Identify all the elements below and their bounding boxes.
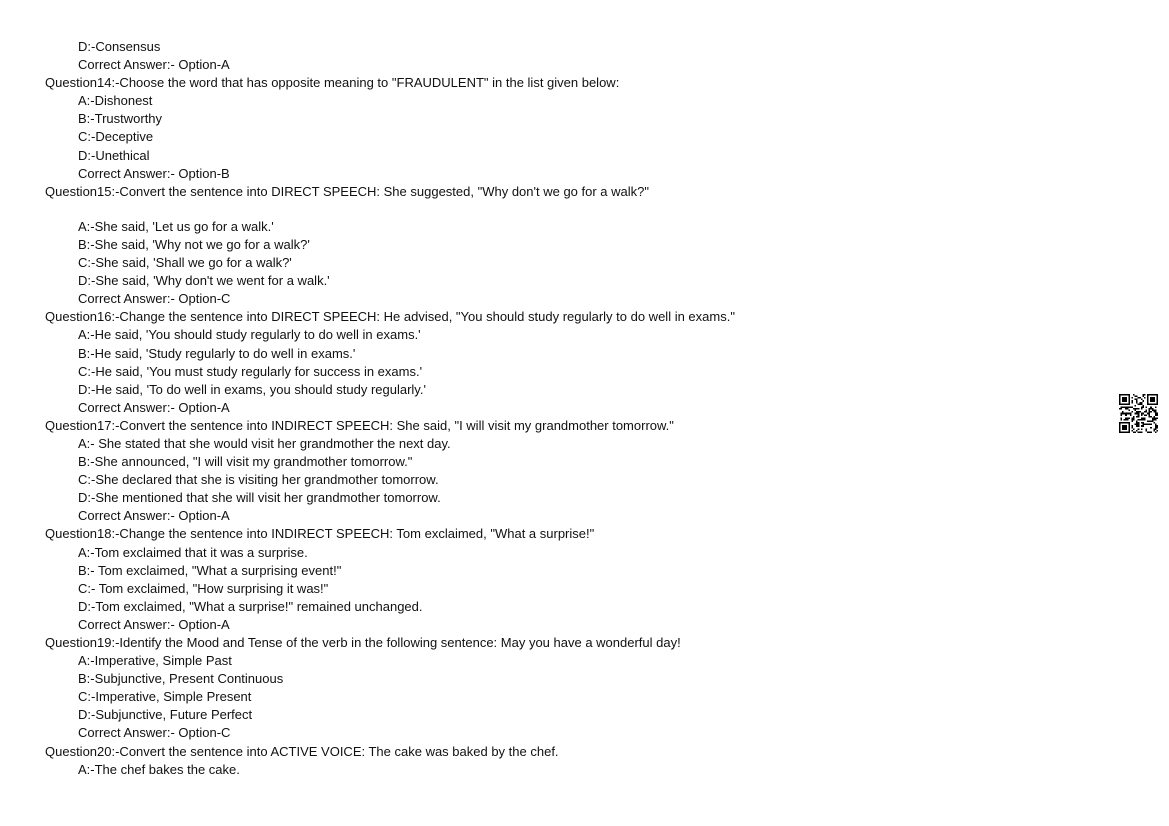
question-text: Question15:-Convert the sentence into DIRECT SPEECH: She suggested, "Why don't we go for a walk?" [45, 183, 649, 199]
answer-option: C:-Imperative, Simple Present [78, 689, 252, 705]
answer-option: A:-Imperative, Simple Past [78, 653, 232, 669]
question-text: Question14:-Choose the word that has opposite meaning to "FRAUDULENT" in the list given below: [45, 75, 620, 91]
answer-option: A:-He said, 'You should study regularly to do well in exams.' [78, 327, 421, 343]
answer-option: A:- She stated that she would visit her grandmother the next day. [78, 435, 451, 451]
question-text: Question17:-Convert the sentence into INDIRECT SPEECH: She said, "I will visit my grandmother tomorrow." [45, 417, 674, 433]
correct-answer: Correct Answer:- Option-C [78, 725, 231, 741]
answer-option: C:- Tom exclaimed, "How surprising it was!" [78, 580, 329, 596]
answer-option: C:-She said, 'Shall we go for a walk?' [78, 255, 292, 271]
answer-option: D:-She mentioned that she will visit her grandmother tomorrow. [78, 490, 441, 506]
answer-option: A:-Tom exclaimed that it was a surprise. [78, 544, 308, 560]
answer-option: D:-Consensus [78, 39, 161, 54]
answer-option: B:- Tom exclaimed, "What a surprising event!" [78, 562, 342, 578]
answer-option: C:-He said, 'You must study regularly for success in exams.' [78, 363, 423, 379]
question-text: Question18:-Change the sentence into INDIRECT SPEECH: Tom exclaimed, "What a surprise!" [45, 526, 595, 542]
answer-option: B:-Trustworthy [78, 111, 163, 127]
answer-option: A:-She said, 'Let us go for a walk.' [78, 218, 274, 234]
answer-option: B:-He said, 'Study regularly to do well in exams.' [78, 345, 356, 361]
answer-option: B:-She announced, "I will visit my grandmother tomorrow." [78, 454, 413, 470]
answer-option: D:-He said, 'To do well in exams, you should study regularly.' [78, 381, 426, 397]
question-text: Question20:-Convert the sentence into ACTIVE VOICE: The cake was baked by the chef. [45, 743, 559, 759]
document-body [45, 38, 1105, 779]
answer-option: D:-Tom exclaimed, "What a surprise!" remained unchanged. [78, 598, 423, 614]
answer-option: B:-Subjunctive, Present Continuous [78, 671, 284, 687]
answer-option: D:-She said, 'Why don't we went for a walk.' [78, 273, 330, 289]
correct-answer: Correct Answer:- Option-A [78, 57, 230, 73]
answer-option: A:-Dishonest [78, 93, 153, 109]
correct-answer: Correct Answer:- Option-A [78, 508, 230, 524]
answer-option: B:-She said, 'Why not we go for a walk?' [78, 236, 310, 252]
question-text: Question16:-Change the sentence into DIRECT SPEECH: He advised, "You should study regularly to do well in exams." [45, 309, 735, 325]
qr-code-icon [1119, 394, 1158, 433]
answer-option: C:-Deceptive [78, 129, 154, 145]
correct-answer: Correct Answer:- Option-A [78, 616, 230, 632]
correct-answer: Correct Answer:- Option-C [78, 291, 231, 307]
question-text: Question19:-Identify the Mood and Tense of the verb in the following sentence: May you have a wonderful day! [45, 635, 681, 650]
correct-answer: Correct Answer:- Option-B [78, 165, 230, 181]
answer-option: D:-Subjunctive, Future Perfect [78, 707, 253, 723]
answer-option: C:-She declared that she is visiting her grandmother tomorrow. [78, 472, 439, 488]
answer-option: A:-The chef bakes the cake. [78, 761, 240, 777]
correct-answer: Correct Answer:- Option-A [78, 399, 230, 415]
answer-option: D:-Unethical [78, 147, 150, 163]
